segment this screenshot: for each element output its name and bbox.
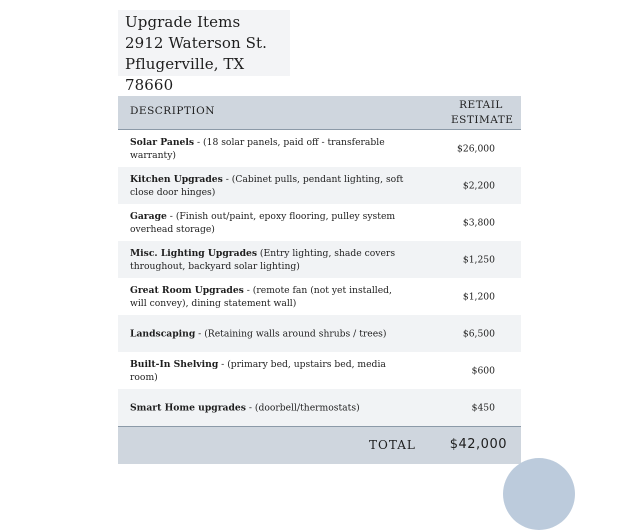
city-state-zip: Pflugerville, TX 78660	[125, 55, 245, 94]
row-title: Misc. Lighting Upgrades	[130, 247, 258, 259]
retail-header-line1: RETAIL	[459, 99, 503, 111]
row-detail: - (Retaining walls around shrubs / trees)	[195, 328, 387, 339]
row-price: $1,250	[462, 254, 495, 265]
row-title: Smart Home upgrades	[130, 402, 246, 413]
upgrade-items-table	[118, 96, 521, 464]
table-row	[118, 389, 521, 426]
row-detail: - (primary bed, upstairs bed, media room)	[130, 358, 386, 383]
description-column-header: DESCRIPTION	[130, 105, 215, 117]
row-description	[130, 284, 410, 310]
row-price: $1,200	[462, 291, 495, 302]
row-description	[130, 136, 410, 162]
row-price: $26,000	[457, 143, 495, 154]
row-title: Garage	[130, 210, 167, 222]
row-title: Landscaping	[130, 328, 196, 339]
row-price: $600	[471, 365, 495, 376]
row-description	[130, 327, 410, 340]
row-detail: (Entry lighting, shade covers throughout, backyard solar lighting)	[130, 247, 396, 272]
row-title: Great Room Upgrades	[130, 284, 244, 296]
row-description	[130, 401, 410, 414]
row-description	[130, 358, 410, 384]
row-description	[130, 210, 410, 236]
decorative-circle	[503, 458, 575, 530]
retail-header-line2: ESTIMATE	[451, 114, 514, 126]
row-price: $6,500	[462, 328, 495, 339]
address-block	[118, 10, 290, 94]
total-row	[118, 426, 521, 464]
table-row	[118, 167, 521, 204]
row-title: Built-In Shelving	[130, 358, 219, 370]
document-title: Upgrade Items	[125, 13, 241, 31]
row-price: $450	[471, 402, 495, 413]
table-row	[118, 130, 521, 167]
row-detail: - (18 solar panels, paid off - transferable warranty)	[130, 136, 385, 161]
row-title: Kitchen Upgrades	[130, 173, 223, 185]
row-description	[130, 173, 410, 199]
row-detail: - (Cabinet pulls, pendant lighting, soft close door hinges)	[130, 173, 404, 198]
table-row	[118, 241, 521, 278]
row-detail: - (Finish out/paint, epoxy flooring, pulley system overhead storage)	[130, 210, 396, 235]
total-label: TOTAL	[369, 438, 416, 452]
table-row	[118, 315, 521, 352]
row-price: $3,800	[462, 217, 495, 228]
row-detail: - (doorbell/thermostats)	[245, 402, 360, 413]
total-value: $42,000	[449, 437, 507, 452]
row-detail: - (remote fan (not yet installed, will convey), dining statement wall)	[130, 284, 392, 309]
row-price: $2,200	[462, 180, 495, 191]
row-title: Solar Panels	[130, 136, 195, 148]
street-address: 2912 Waterson St.	[125, 34, 268, 52]
retail-estimate-column-header	[451, 98, 514, 128]
table-header	[118, 96, 521, 130]
table-row	[118, 204, 521, 241]
row-description	[130, 247, 410, 273]
table-row	[118, 278, 521, 315]
table-row	[118, 352, 521, 389]
